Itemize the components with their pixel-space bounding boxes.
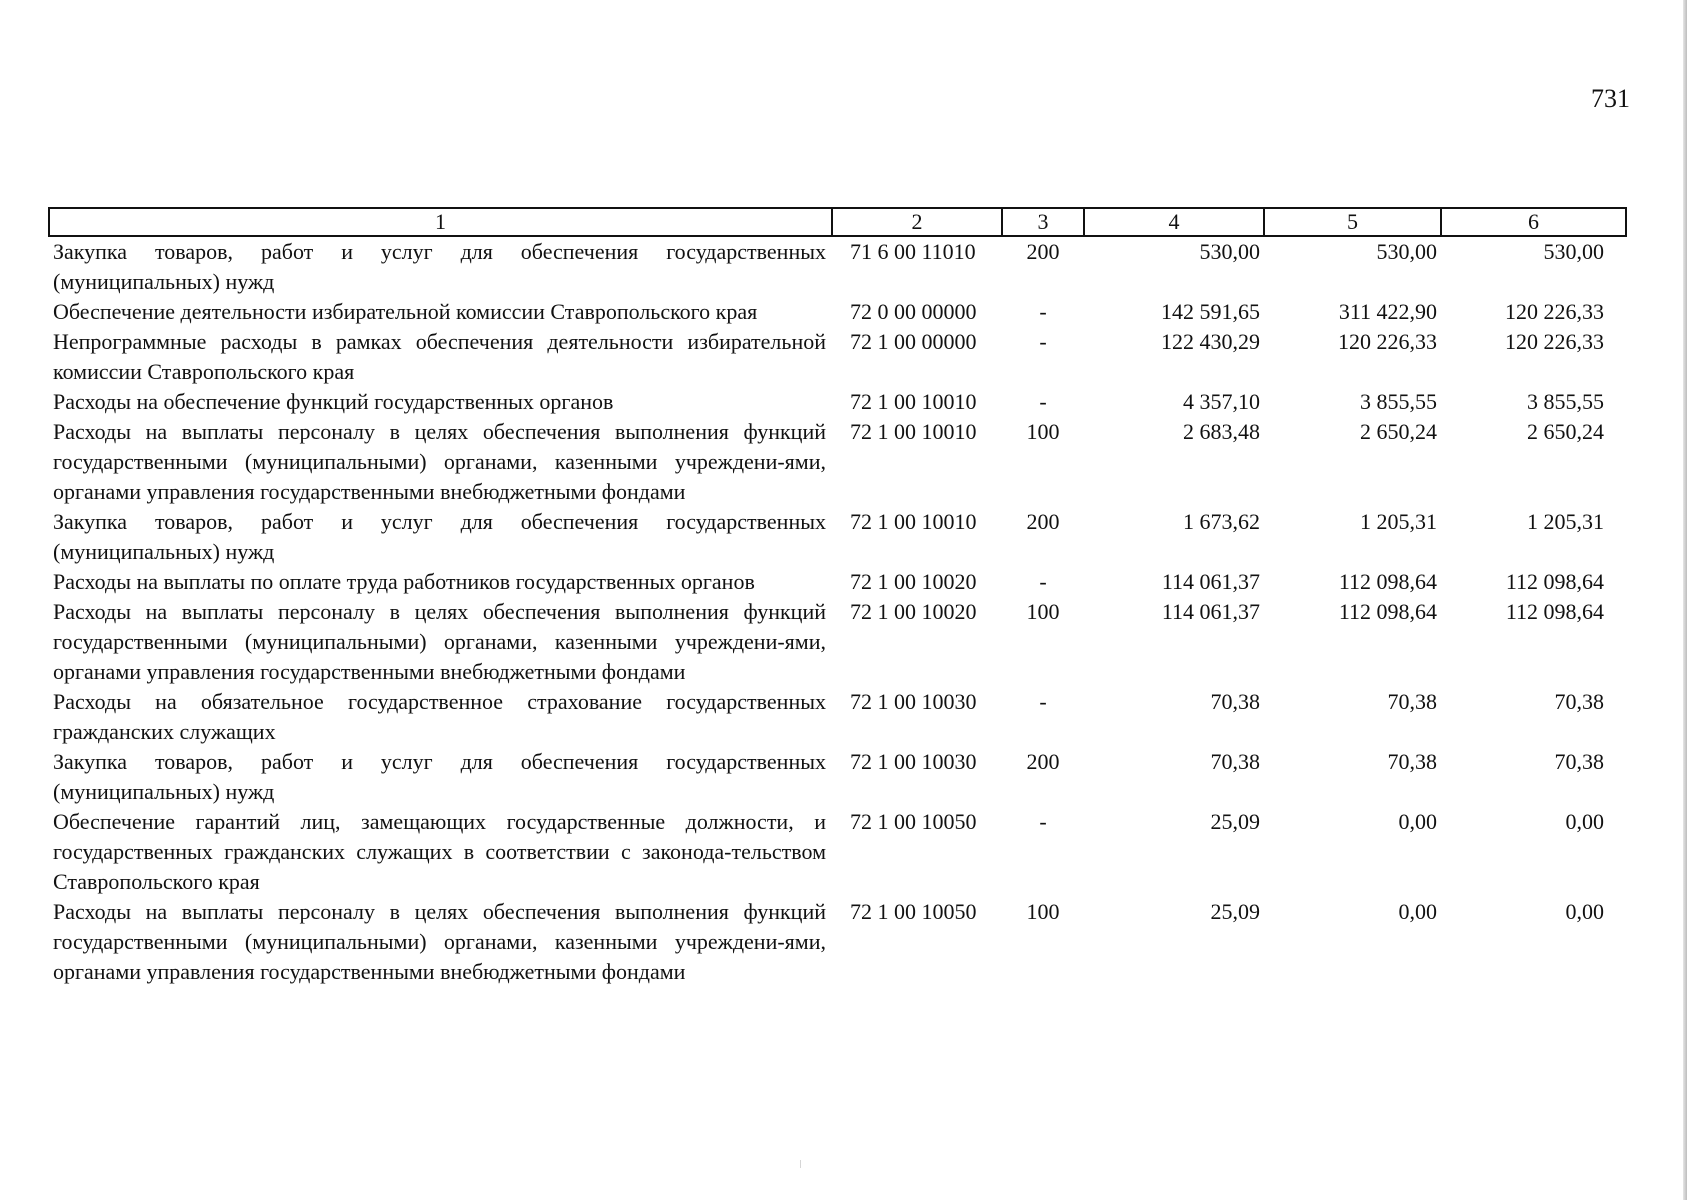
header-col-5: 5 [1264, 208, 1441, 236]
row-value-col-4: 114 061,37 [1161, 569, 1260, 594]
table-row [49, 687, 1626, 747]
row-code: 72 1 00 10010 [850, 389, 977, 414]
row-name: Непрограммные расходы в рамках обеспечения деятельности избирательной комиссии Ставропольского края [53, 329, 826, 384]
page-number: 731 [1591, 84, 1630, 113]
row-value-col-6: 0,00 [1565, 899, 1604, 924]
table-row [49, 807, 1626, 897]
row-value-col-6: 530,00 [1543, 239, 1604, 264]
row-value-col-5: 112 098,64 [1338, 599, 1437, 624]
table-row [49, 507, 1626, 567]
row-expense-type: - [1039, 329, 1047, 354]
row-expense-type: 100 [1026, 419, 1060, 444]
header-col-3: 3 [1002, 208, 1084, 236]
row-value-col-4: 70,38 [1210, 749, 1260, 774]
row-value-col-6: 120 226,33 [1505, 299, 1604, 324]
row-value-col-6: 112 098,64 [1505, 569, 1604, 594]
row-expense-type: - [1039, 299, 1047, 324]
row-value-col-5: 1 205,31 [1360, 509, 1437, 534]
row-expense-type: - [1039, 809, 1047, 834]
row-name: Закупка товаров, работ и услуг для обеспечения государственных (муниципальных) нужд [53, 749, 826, 804]
row-value-col-5: 3 855,55 [1360, 389, 1437, 414]
row-name: Расходы на обязательное государственное страхование государственных гражданских служащих [53, 689, 826, 744]
row-value-col-5: 112 098,64 [1338, 569, 1437, 594]
header-col-6: 6 [1441, 208, 1626, 236]
table-row [49, 417, 1626, 507]
row-value-col-6: 120 226,33 [1505, 329, 1604, 354]
row-value-col-4: 25,09 [1210, 809, 1260, 834]
row-value-col-4: 1 673,62 [1183, 509, 1260, 534]
row-value-col-6: 70,38 [1554, 749, 1604, 774]
row-code: 72 1 00 10020 [850, 569, 977, 594]
row-value-col-6: 1 205,31 [1527, 509, 1604, 534]
row-value-col-5: 0,00 [1398, 809, 1437, 834]
row-name: Обеспечение деятельности избирательной комиссии Ставропольского края [53, 299, 758, 324]
table-row [49, 297, 1626, 327]
row-code: 72 1 00 10020 [850, 599, 977, 624]
row-value-col-4: 4 357,10 [1183, 389, 1260, 414]
row-value-col-6: 2 650,24 [1527, 419, 1604, 444]
row-value-col-6: 0,00 [1565, 809, 1604, 834]
budget-table [48, 207, 1627, 987]
row-code: 72 1 00 10050 [850, 899, 977, 924]
row-code: 72 1 00 10030 [850, 689, 977, 714]
table-row [49, 387, 1626, 417]
scan-mark [800, 1160, 801, 1168]
row-value-col-5: 70,38 [1387, 749, 1437, 774]
row-name: Закупка товаров, работ и услуг для обеспечения государственных (муниципальных) нужд [53, 239, 826, 294]
table-row [49, 236, 1626, 297]
row-name: Расходы на выплаты персоналу в целях обеспечения выполнения функций государственными (муниципальными) органами, казенными учреждени-ями, органами управления государственными внебюджетными фондами [53, 599, 826, 684]
row-name: Расходы на выплаты по оплате труда работников государственных органов [53, 569, 755, 594]
row-value-col-5: 120 226,33 [1338, 329, 1437, 354]
row-value-col-4: 142 591,65 [1161, 299, 1260, 324]
row-value-col-4: 70,38 [1210, 689, 1260, 714]
row-expense-type: 100 [1026, 599, 1060, 624]
row-expense-type: - [1039, 689, 1047, 714]
table-row [49, 567, 1626, 597]
row-value-col-5: 530,00 [1376, 239, 1437, 264]
row-value-col-4: 122 430,29 [1161, 329, 1260, 354]
row-value-col-6: 3 855,55 [1527, 389, 1604, 414]
row-name: Закупка товаров, работ и услуг для обеспечения государственных (муниципальных) нужд [53, 509, 826, 564]
row-value-col-5: 0,00 [1398, 899, 1437, 924]
row-value-col-6: 70,38 [1554, 689, 1604, 714]
table-row [49, 597, 1626, 687]
row-value-col-4: 25,09 [1210, 899, 1260, 924]
row-expense-type: - [1039, 389, 1047, 414]
header-col-1: 1 [49, 208, 832, 236]
row-expense-type: 200 [1026, 239, 1060, 264]
row-value-col-4: 530,00 [1199, 239, 1260, 264]
row-name: Расходы на выплаты персоналу в целях обеспечения выполнения функций государственными (муниципальными) органами, казенными учреждени-ями, органами управления государственными внебюджетными фондами [53, 419, 826, 504]
row-value-col-5: 311 422,90 [1338, 299, 1437, 324]
row-code: 72 1 00 10030 [850, 749, 977, 774]
row-value-col-4: 2 683,48 [1183, 419, 1260, 444]
row-expense-type: - [1039, 569, 1047, 594]
page-edge-shadow [1683, 0, 1687, 1200]
row-code: 72 1 00 10010 [850, 509, 977, 534]
row-code: 72 1 00 10050 [850, 809, 977, 834]
row-expense-type: 100 [1026, 899, 1060, 924]
header-col-2: 2 [832, 208, 1002, 236]
row-code: 72 1 00 00000 [850, 329, 977, 354]
table-header-row [49, 208, 1626, 236]
row-name: Расходы на обеспечение функций государственных органов [53, 389, 614, 414]
row-code: 72 0 00 00000 [850, 299, 977, 324]
header-col-4: 4 [1084, 208, 1264, 236]
table-row [49, 747, 1626, 807]
row-expense-type: 200 [1026, 749, 1060, 774]
row-name: Расходы на выплаты персоналу в целях обеспечения выполнения функций государственными (муниципальными) органами, казенными учреждени-ями, органами управления государственными внебюджетными фондами [53, 899, 826, 984]
row-code: 72 1 00 10010 [850, 419, 977, 444]
row-name: Обеспечение гарантий лиц, замещающих государственные должности, и государственных гражданских служащих в соответствии с законода-тельством Ставропольского края [53, 809, 826, 894]
table-row [49, 897, 1626, 987]
row-value-col-5: 2 650,24 [1360, 419, 1437, 444]
table-row [49, 327, 1626, 387]
row-expense-type: 200 [1026, 509, 1060, 534]
row-value-col-4: 114 061,37 [1161, 599, 1260, 624]
row-value-col-5: 70,38 [1387, 689, 1437, 714]
row-code: 71 6 00 11010 [850, 239, 976, 264]
row-value-col-6: 112 098,64 [1505, 599, 1604, 624]
